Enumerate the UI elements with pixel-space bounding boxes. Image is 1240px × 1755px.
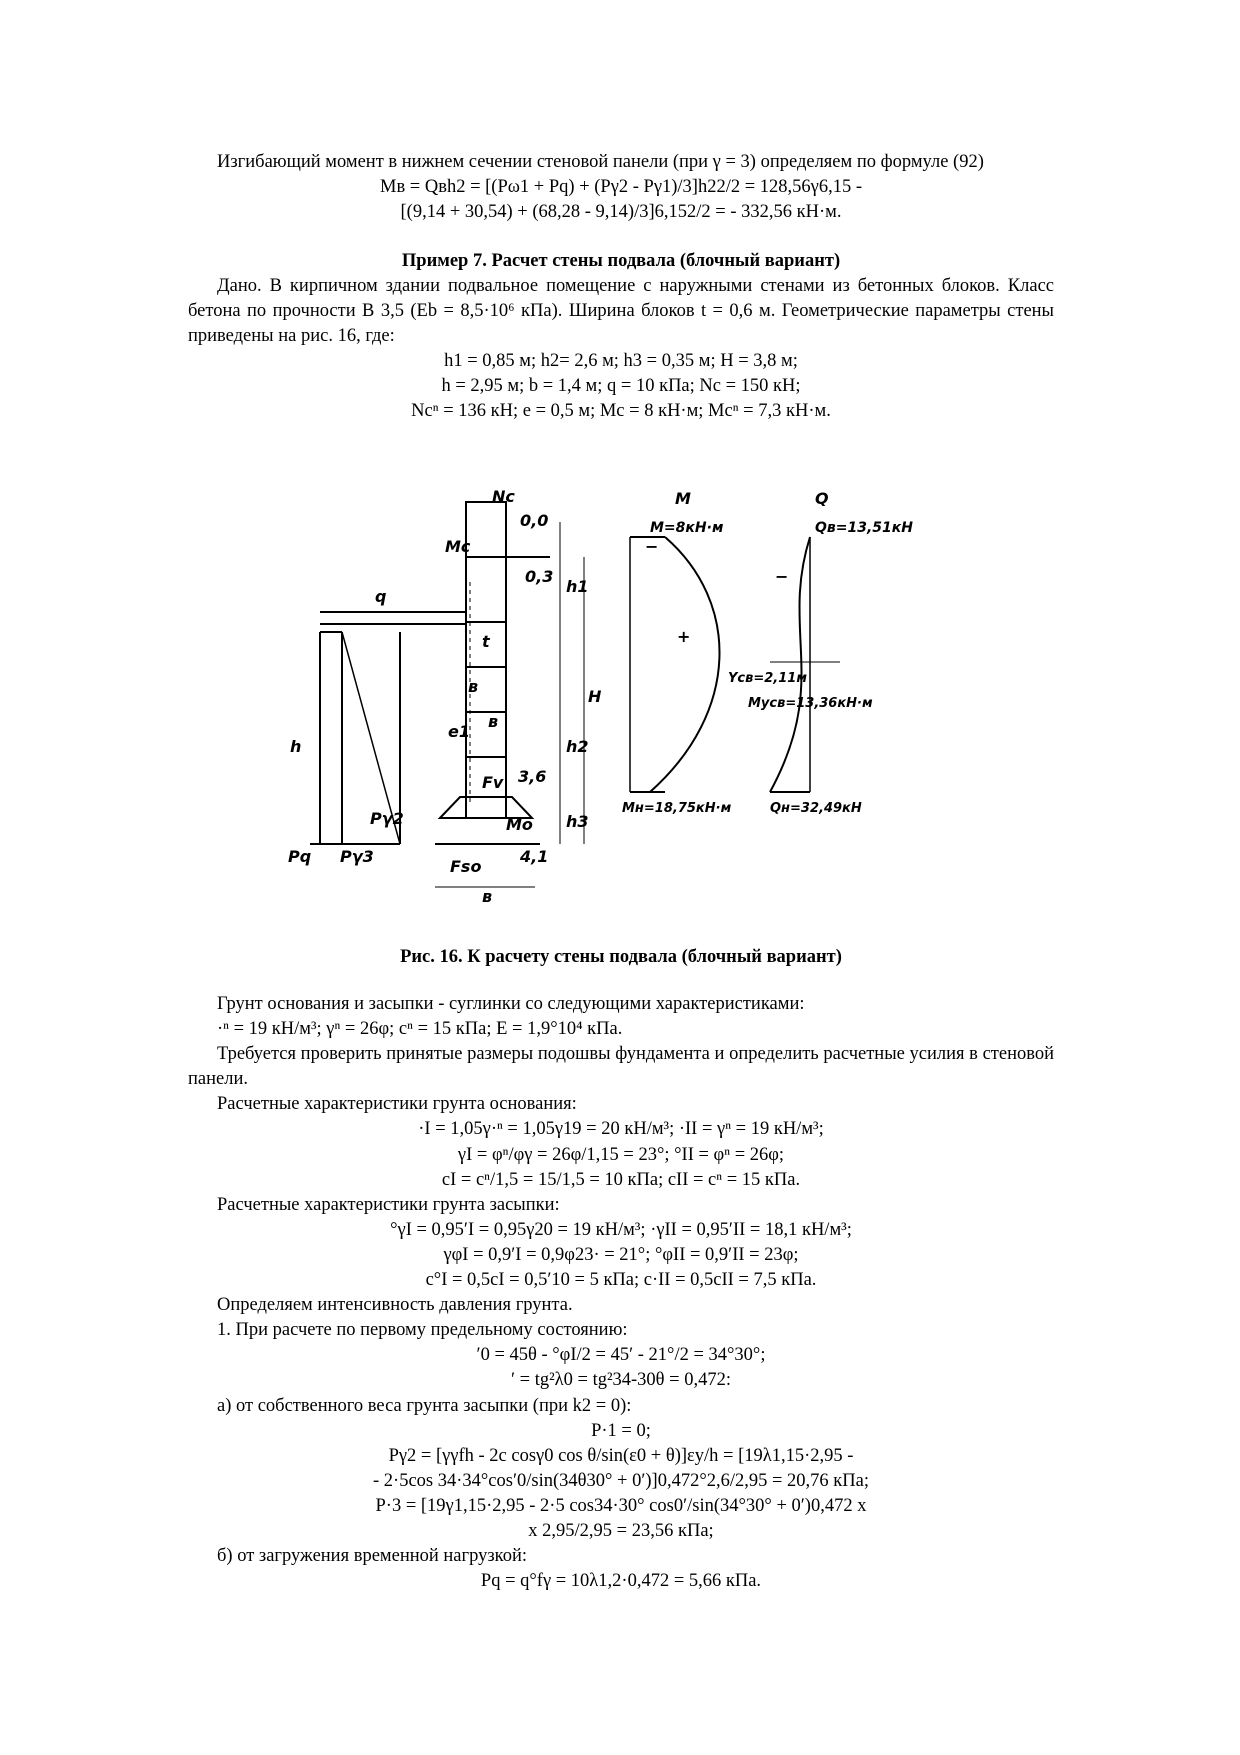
label-Qtop: Qв=13,51кН bbox=[815, 520, 913, 536]
param-line: h1 = 0,85 м; h2= 2,6 м; h3 = 0,35 м; H = 3,8 м; bbox=[444, 351, 798, 371]
label-d41: 4,1 bbox=[520, 847, 549, 866]
figure-caption: Рис. 16. К расчету стены подвала (блочный вариант) bbox=[400, 947, 842, 967]
text-line: c°I = 0,5cI = 0,5′10 = 5 кПа; c·II = 0,5cII = 7,5 кПа. bbox=[425, 1270, 817, 1291]
label-t: t bbox=[482, 632, 490, 651]
param-line: Ncⁿ = 136 кН; e = 0,5 м; Mc = 8 кН·м; Mcⁿ = 7,3 кН·м. bbox=[411, 401, 831, 421]
text-line: P·1 = 0; bbox=[591, 1420, 651, 1441]
text-line: ·ⁿ = 19 кН/м³; γⁿ = 26φ; cⁿ = 15 кПа; E = 1,9°10⁴ кПа. bbox=[217, 1019, 623, 1040]
text-line: Определяем интенсивность давления грунта. bbox=[217, 1295, 573, 1316]
intro-paragraph: Изгибающий момент в нижнем сечении стеновой панели (при γ = 3) определяем по формуле (92) bbox=[217, 152, 984, 172]
label-Pq: Pq bbox=[288, 847, 312, 866]
label-d03: 0,3 bbox=[525, 567, 554, 586]
text-top bbox=[188, 150, 1054, 424]
label-q: q bbox=[375, 587, 387, 606]
label-h1: h1 bbox=[566, 577, 589, 596]
label-Mc: Mc bbox=[445, 537, 471, 556]
text-line: x 2,95/2,95 = 23,56 кПа; bbox=[528, 1520, 714, 1541]
label-Mbot: Mн=18,75кН·м bbox=[622, 801, 732, 816]
equation-line: [(9,14 + 30,54) + (68,28 - 9,14)/3]6,152/2 = - 332,56 кН·м. bbox=[400, 202, 842, 222]
label-e1: e1 bbox=[448, 722, 470, 741]
text-line: Pγ2 = [γγfh - 2c cosγ0 cos θ/sin(ε0 + θ)]εy/h = [19λ1,15·2,95 - bbox=[388, 1445, 854, 1466]
label-h: h bbox=[290, 737, 302, 756]
label-Fv: Fv bbox=[482, 773, 504, 792]
label-b1: в bbox=[468, 677, 479, 696]
text-line: - 2·5cos 34·34°cos′0/sin(34θ30° + 0′)]0,472°2,6/2,95 = 20,76 кПа; bbox=[373, 1470, 869, 1491]
text-line: б) от загружения временной нагрузкой: bbox=[217, 1546, 528, 1567]
label-Mhead: M bbox=[675, 489, 691, 508]
label-H: H bbox=[588, 687, 602, 706]
sign-minus: − bbox=[645, 537, 659, 556]
text-line: Расчетные характеристики грунта засыпки: bbox=[217, 1194, 560, 1215]
label-Qbot: Qн=32,49кН bbox=[770, 801, 862, 816]
sign-plus: + bbox=[677, 627, 691, 646]
label-d36: 3,6 bbox=[518, 767, 547, 786]
sign-minus: − bbox=[775, 567, 789, 586]
text-line: cI = cⁿ/1,5 = 15/1,5 = 10 кПа; cII = cⁿ = 15 кПа. bbox=[441, 1169, 801, 1190]
label-Pg3: Pγ3 bbox=[340, 847, 374, 866]
text-line: Расчетные характеристики грунта основания: bbox=[217, 1094, 577, 1115]
figure-16 bbox=[270, 482, 960, 927]
param-line: h = 2,95 м; b = 1,4 м; q = 10 кПа; Nc = 150 кН; bbox=[441, 376, 801, 396]
text-line: ′0 = 45θ - °φI/2 = 45′ - 21°/2 = 34°30°; bbox=[476, 1345, 766, 1366]
label-h3: h3 bbox=[566, 812, 589, 831]
text-line: Требуется проверить принятые размеры подошвы фундамента и определить расчетные усилия в стеновой панели. bbox=[188, 1044, 1054, 1090]
text-line: Грунт основания и засыпки - суглинки со следующими характеристиками: bbox=[217, 994, 805, 1014]
text-line: γφI = 0,9′I = 0,9φ23· = 21°; °φII = 0,9′II = 23φ; bbox=[443, 1244, 799, 1265]
label-b2: в bbox=[488, 712, 499, 731]
given-paragraph: Дано. В кирпичном здании подвальное помещение с наружными стенами из бетонных блоков. Класс бетона по прочности В 3,5 (Eb = 8,5·10⁶ кПа). Ширина блоков t = 0,6 м. Геометрические параметры стены приведены на рис. 16, где: bbox=[188, 276, 1054, 346]
text-line: °γI = 0,95′I = 0,95γ20 = 19 кН/м³; ·γII = 0,95′II = 18,1 кН/м³; bbox=[390, 1219, 852, 1240]
label-Mmid: Mусв=13,36кН·м bbox=[748, 696, 873, 711]
text-line: ′ = tg²λ0 = tg²34-30θ = 0,472: bbox=[511, 1370, 731, 1391]
text-line: Pq = q°fγ = 10λ1,2·0,472 = 5,66 кПа. bbox=[480, 1571, 762, 1592]
text-line: 1. При расчете по первому предельному состоянию: bbox=[217, 1320, 628, 1341]
label-d08: 0,0 bbox=[520, 511, 549, 530]
text-line: P·3 = [19γ1,15·2,95 - 2·5 cos34·30° cos0′/sin(34°30° + 0′)0,472 x bbox=[375, 1495, 867, 1516]
label-Nc: Nc bbox=[492, 487, 515, 506]
label-ycd: Yсв=2,11м bbox=[728, 671, 807, 686]
text-line: ·I = 1,05γ·ⁿ = 1,05γ19 = 20 кН/м³; ·II = γⁿ = 19 кН/м³; bbox=[418, 1119, 824, 1140]
label-Qhead: Q bbox=[815, 489, 829, 508]
label-h2: h2 bbox=[566, 737, 589, 756]
section-heading: Пример 7. Расчет стены подвала (блочный вариант) bbox=[401, 251, 841, 271]
text-bottom bbox=[188, 992, 1054, 1594]
label-Pg2: Pγ2 bbox=[370, 809, 404, 828]
label-Fso: Fso bbox=[450, 857, 482, 876]
label-bb: в bbox=[482, 887, 493, 906]
text-line: а) от собственного веса грунта засыпки (при k2 = 0): bbox=[217, 1395, 632, 1416]
text-line: γI = φⁿ/φγ = 26φ/1,15 = 23°; °II = φⁿ = 26φ; bbox=[457, 1144, 785, 1165]
label-Mo: Mo bbox=[506, 815, 533, 834]
label-Mtop: M=8кН·м bbox=[650, 520, 724, 536]
equation-line: Mв = Qвh2 = [(Pω1 + Pq) + (Pγ2 - Pγ1)/3]h22/2 = 128,56γ6,15 - bbox=[380, 177, 862, 197]
